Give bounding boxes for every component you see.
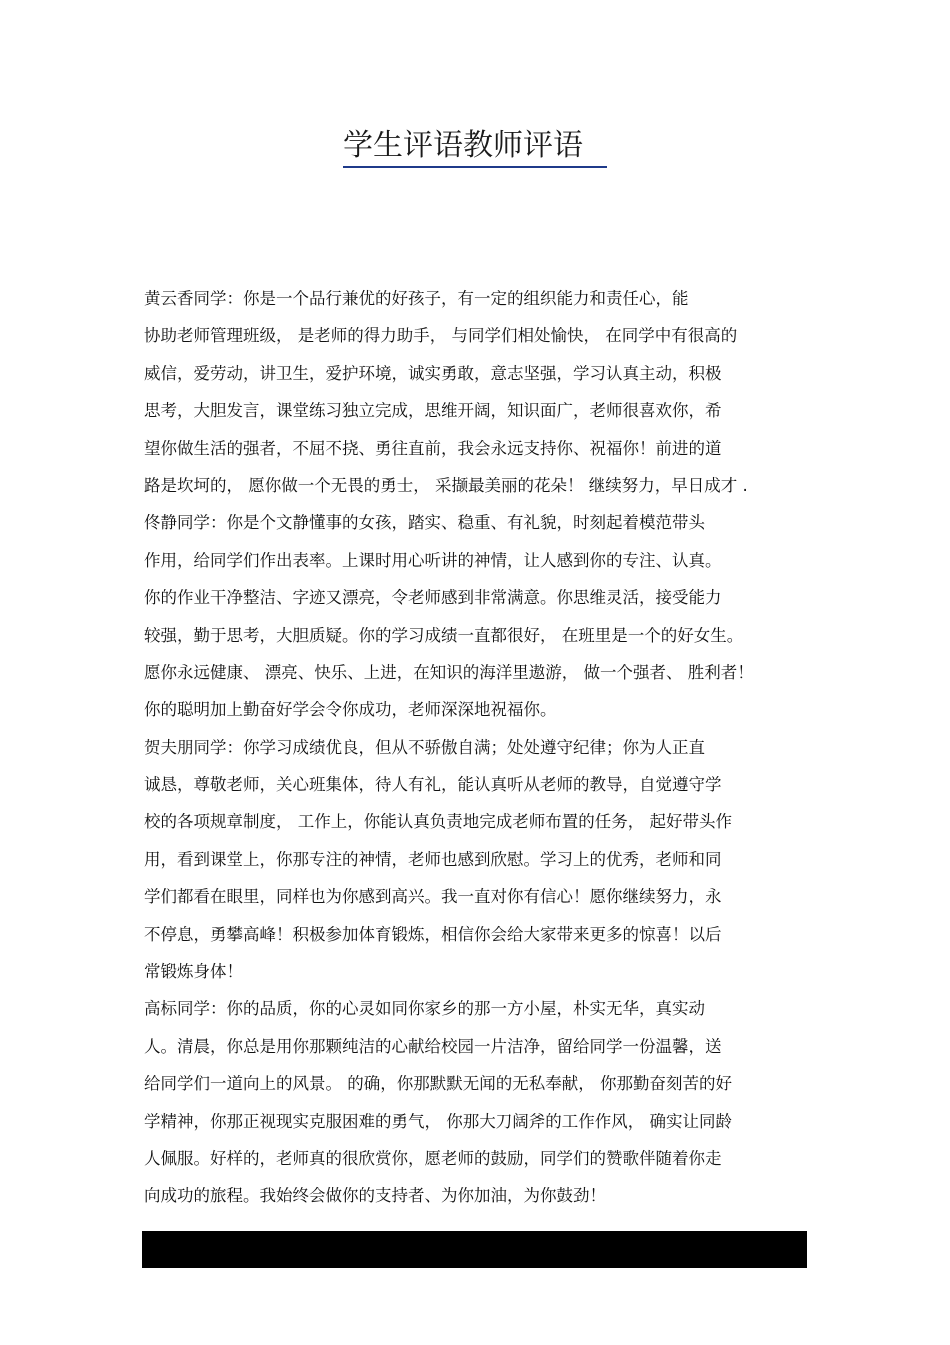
text-line: 望你做生活的强者，不屈不挠、勇往直前，我会永远支持你、祝福你！前进的道 bbox=[144, 438, 722, 458]
document-title bbox=[0, 126, 950, 168]
comment-paragraph bbox=[144, 280, 810, 504]
redaction-bar bbox=[142, 1231, 807, 1268]
text-line: 学们都看在眼里，同样也为你感到高兴。我一直对你有信心！愿你继续努力，永 bbox=[144, 887, 722, 907]
comment-paragraph bbox=[144, 990, 810, 1214]
text-line: 较强，勤于思考，大胆质疑。你的学习成绩一直都很好， 在班里是一个的好女生。 bbox=[144, 625, 744, 645]
text-line: 你的作业干净整洁、字迹又漂亮，令老师感到非常满意。你思维灵活，接受能力 bbox=[144, 588, 722, 608]
document-body bbox=[144, 280, 810, 1215]
text-line: 路是坎坷的， 愿你做一个无畏的勇士， 采撷最美丽的花朵！ 继续努力，早日成才 . bbox=[144, 475, 748, 495]
text-line: 高标同学：你的品质，你的心灵如同你家乡的那一方小屋，朴实无华，真实动 bbox=[144, 999, 705, 1019]
document-title-text: 学生评语教师评语 bbox=[343, 126, 607, 168]
text-line: 作用，给同学们作出表率。上课时用心听讲的神情，让人感到你的专注、认真。 bbox=[144, 550, 722, 570]
text-line: 用，看到课堂上，你那专注的神情，老师也感到欣慰。学习上的优秀，老师和同 bbox=[144, 849, 722, 869]
text-line: 学精神，你那正视现实克服困难的勇气， 你那大刀阔斧的工作作风， 确实让同龄 bbox=[144, 1111, 732, 1131]
text-line: 人。清晨，你总是用你那颗纯洁的心献给校园一片洁净，留给同学一份温馨，送 bbox=[144, 1036, 722, 1056]
text-line: 不停息，勇攀高峰！积极参加体育锻炼，相信你会给大家带来更多的惊喜！以后 bbox=[144, 924, 722, 944]
text-line: 你的聪明加上勤奋好学会令你成功，老师深深地祝福你。 bbox=[144, 700, 557, 720]
text-line: 威信，爱劳动，讲卫生，爱护环境，诚实勇敢，意志坚强，学习认真主动，积极 bbox=[144, 363, 722, 383]
text-line: 给同学们一道向上的风景。 的确，你那默默无闻的无私奉献， 你那勤奋刻苦的好 bbox=[144, 1074, 732, 1094]
text-line: 黄云香同学：你是一个品行兼优的好孩子，有一定的组织能力和责任心，能 bbox=[144, 289, 689, 308]
text-line: 校的各项规章制度， 工作上，你能认真负责地完成老师布置的任务， 起好带头作 bbox=[144, 812, 732, 832]
text-line: 协助老师管理班级， 是老师的得力助手， 与同学们相处愉快， 在同学中有很高的 bbox=[144, 326, 738, 346]
text-line: 贺夫朋同学：你学习成绩优良，但从不骄傲自满；处处遵守纪律；你为人正直 bbox=[144, 737, 705, 757]
text-line: 愿你永远健康、 漂亮、快乐、上进，在知识的海洋里遨游， 做一个强者、 胜利者！ bbox=[144, 662, 754, 682]
comment-paragraph bbox=[144, 729, 810, 991]
text-line: 思考，大胆发言，课堂练习独立完成，思维开阔，知识面广，老师很喜欢你，希 bbox=[144, 401, 722, 421]
text-line: 人佩服。好样的，老师真的很欣赏你，愿老师的鼓励，同学们的赞歌伴随着你走 bbox=[144, 1148, 722, 1168]
text-line: 佟静同学：你是个文静懂事的女孩，踏实、稳重、有礼貌，时刻起着模范带头 bbox=[144, 513, 705, 533]
text-line: 诚恳，尊敬老师，关心班集体，待人有礼，能认真听从老师的教导，自觉遵守学 bbox=[144, 775, 722, 795]
comment-paragraph bbox=[144, 504, 810, 728]
text-line: 常锻炼身体！ bbox=[144, 962, 243, 982]
text-line: 向成功的旅程。我始终会做你的支持者、为你加油，为你鼓劲！ bbox=[144, 1186, 606, 1206]
